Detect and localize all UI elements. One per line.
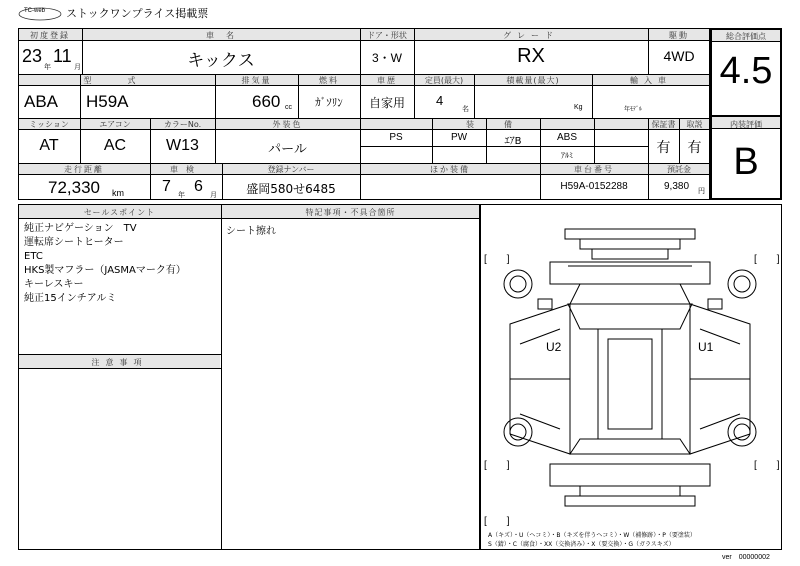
version-label: ver 00000002	[722, 554, 770, 561]
warranty-value: 有	[656, 140, 671, 156]
label-displacement: 排気量	[241, 76, 272, 85]
label-usage: 車歴	[377, 76, 397, 85]
plate-value: 盛岡580せ6485	[246, 182, 336, 196]
first-reg-month: 11	[53, 46, 72, 66]
label-notes: 特記事項・不具合箇所	[305, 208, 396, 217]
equip-abs: ABS	[556, 132, 577, 143]
car-name-value: キックス	[187, 51, 255, 71]
label-equipment: 装備	[466, 120, 542, 129]
list-item: 運転席シートヒーター	[24, 237, 124, 248]
year-model-label: 年ﾓﾃﾞﾙ	[624, 107, 643, 113]
mission-value: AT	[39, 137, 59, 154]
diagram-bracket: [ ]	[484, 254, 510, 265]
logo-text: TC-web	[24, 8, 46, 14]
equip-airbag: ｴｱB	[504, 136, 522, 147]
diagram-label-u2: U2	[546, 340, 562, 354]
diagram-legend-1: A（キズ）・U（ヘコミ）・B（キズを伴うヘコミ）・W（補修跡）・P（要塗装）	[488, 532, 696, 539]
capacity-value: 4	[436, 93, 444, 108]
diagram-legend-2: S（錆）・C（腐食）・XX（交換済み）・X（要交換）・G（ガラスキズ）	[488, 541, 675, 548]
model-prefix-value: ABA	[24, 92, 59, 111]
ext-color-value: パール	[268, 142, 307, 157]
sales-points-list	[24, 222, 186, 306]
displacement-value: 660	[252, 92, 281, 111]
label-plate: 登録ナンバー	[267, 165, 315, 174]
equip-pw: PW	[450, 132, 468, 143]
label-caution: 注意事項	[91, 358, 148, 367]
label-load: 積載量(最大)	[506, 76, 560, 85]
label-color-no: カラーNo.	[163, 120, 202, 129]
label-chassis: 車台番号	[574, 165, 614, 174]
capacity-unit: 名	[462, 106, 469, 113]
manual-value: 有	[687, 140, 702, 156]
notes-text: シート擦れ	[226, 226, 276, 237]
load-unit: Kg	[574, 104, 583, 111]
label-warranty: 保証書	[651, 120, 676, 129]
usage-value: 自家用	[368, 96, 405, 110]
model-value: H59A	[86, 92, 129, 111]
label-mission: ミッション	[29, 120, 69, 129]
color-no-value: W13	[166, 137, 199, 154]
inspection-month-unit: 月	[210, 192, 217, 199]
label-fuel: 燃料	[319, 76, 339, 85]
first-reg-month-unit: 月	[74, 64, 81, 71]
label-first-reg: 初度登録	[30, 31, 70, 40]
total-score-value: 4.5	[719, 50, 773, 92]
label-model: 型 式	[83, 76, 150, 85]
car-diagram	[480, 204, 782, 550]
door-type-value: 3・W	[371, 51, 402, 65]
label-inspection: 車検	[170, 165, 202, 174]
label-sales-points: セールスポイント	[83, 208, 156, 217]
label-door-type: ドア・形状	[367, 31, 407, 40]
list-item: HKS製マフラー（JASMAマーク有）	[24, 265, 186, 276]
label-ext-color: 外装色	[272, 120, 303, 129]
aircon-value: AC	[103, 137, 127, 154]
list-item: キーレスキー	[24, 279, 84, 290]
mileage-value: 72,330	[48, 178, 100, 197]
mileage-unit: km	[112, 188, 124, 198]
logo	[18, 6, 62, 20]
first-reg-year-unit: 年	[44, 64, 51, 71]
recycle-value: 9,380	[664, 181, 690, 192]
diagram-label-u1: U1	[698, 340, 714, 354]
label-aircon: エアコン	[99, 120, 131, 129]
label-interior-score: 内装評価	[730, 120, 762, 129]
inspection-year-unit: 年	[178, 192, 185, 199]
label-grade: グレード	[503, 31, 559, 40]
diagram-bracket: [ ]	[754, 460, 780, 471]
list-item: 純正ナビゲーション TV	[24, 223, 137, 234]
grade-value: RX	[517, 45, 545, 67]
label-capacity: 定員(最大)	[424, 76, 464, 85]
page-title: ストックワンプライス掲載票	[66, 7, 209, 20]
chassis-value: H59A-0152288	[560, 181, 628, 192]
fuel-value: ｶﾞｿﾘﾝ	[315, 96, 343, 109]
label-manual: 取説	[686, 120, 703, 129]
drive-value: 4WD	[663, 48, 695, 64]
label-total-score: 総合評価点	[726, 32, 766, 41]
label-other-equipment: ほか装備	[430, 165, 470, 174]
equip-ps: PS	[389, 132, 403, 143]
inspection-month: 6	[194, 178, 203, 195]
label-import: 輸入車	[630, 76, 672, 85]
label-car-name: 車 名	[206, 31, 236, 40]
interior-score-value: B	[733, 141, 759, 183]
label-mileage: 走行距離	[64, 165, 104, 174]
first-reg-year: 23	[22, 46, 43, 66]
diagram-bracket: [ ]	[484, 516, 510, 527]
diagram-bracket: [ ]	[754, 254, 780, 265]
recycle-unit: 円	[698, 188, 705, 195]
displacement-unit: cc	[285, 104, 292, 111]
label-drive: 駆動	[669, 31, 689, 40]
label-recycle: 預託金	[667, 165, 691, 174]
list-item: 純正15インチアルミ	[24, 293, 117, 304]
list-item: ETC	[24, 251, 43, 262]
diagram-bracket: [ ]	[484, 460, 510, 471]
inspection-year: 7	[162, 178, 171, 195]
equip-alumi: ｱﾙﾐ	[561, 151, 573, 160]
